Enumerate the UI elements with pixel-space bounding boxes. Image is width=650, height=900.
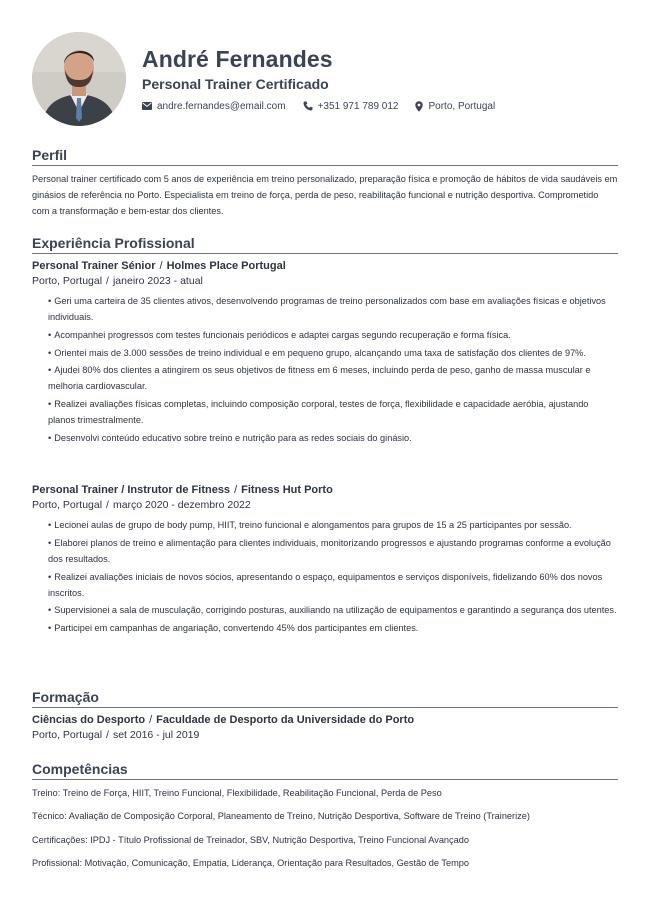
- job-heading: Personal Trainer Sénior / Holmes Place Portugal: [32, 260, 286, 272]
- resume-header: [32, 32, 618, 126]
- section-heading: Experiência Profissional: [32, 235, 618, 254]
- candidate-title: Personal Trainer Certificado: [142, 76, 329, 92]
- job-entry: [32, 259, 618, 446]
- bullet-item: • Realizei avaliações físicas completas, incluindo composição corporal, testes de força, flexibilidade e capacidade aeróbia, ajustando planos trimestralmente.: [48, 399, 589, 426]
- contact-location: [415, 101, 495, 112]
- bullet-item: • Supervisionei a sala de musculação, corrigindo posturas, auxiliando na utilização de equipamentos e garantindo a segurança dos utentes.: [48, 605, 617, 616]
- job-company: Fitness Hut Porto: [241, 484, 333, 496]
- location-pin-icon: [415, 101, 423, 112]
- candidate-name: André Fernandes: [142, 46, 333, 72]
- bullet-item: • Ajudei 80% dos clientes a atingirem os seus objetivos de fitness em 6 meses, incluindo perda de peso, ganho de massa muscular e melhoria cardiovascular.: [48, 365, 591, 392]
- section-heading: Perfil: [32, 147, 618, 166]
- bullet-item: • Geri uma carteira de 35 clientes ativos, desenvolvendo programas de treino personalizados com base em avaliações físicas e objetivos individuais.: [48, 296, 606, 322]
- contact-info: [142, 99, 512, 113]
- job-role: Personal Trainer / Instrutor de Fitness: [32, 484, 231, 496]
- email-icon: [142, 102, 152, 110]
- profile-section: [32, 147, 618, 219]
- contact-phone[interactable]: [303, 101, 399, 112]
- bullet-item: • Lecionei aulas de grupo de body pump, HIIT, treino funcional e alongamentos para grupos de 15 a 25 participantes por sessão.: [48, 520, 572, 530]
- job-bullets: [48, 517, 618, 636]
- skill-line: Certificações: IPDJ - Título Profissional de Treinador, SBV, Nutrição Desportiva, Treino Funcional Avançado: [32, 834, 469, 845]
- education-heading: Ciências do Desporto / Faculdade de Desporto da Universidade do Porto: [32, 714, 415, 726]
- avatar: [32, 32, 126, 126]
- skill-line: Técnico: Avaliação de Composição Corporal, Planeamento de Treino, Nutrição Desportiva, Software de Treino (Trainerize): [32, 811, 530, 822]
- job-location: Porto, Portugal: [32, 499, 103, 511]
- phone-icon: [303, 101, 313, 111]
- bullet-item: • Participei em campanhas de angariação, convertendo 45% dos participantes em clientes.: [48, 623, 419, 634]
- job-meta: Porto, Portugal / janeiro 2023 - atual: [32, 275, 203, 287]
- job-heading: Personal Trainer / Instrutor de Fitness / Fitness Hut Porto: [32, 484, 333, 496]
- job-location: Porto, Portugal: [32, 275, 103, 287]
- profile-text: Personal trainer certificado com 5 anos de experiência em treino personalizado, preparação física e promoção de hábitos de vida saudáveis em ginásios de referência no Porto. Especialista em treino de força, perda de peso, reabilitação funcional e nutrição desportiva. Comprometido com a transformação e bem-estar dos clientes.: [32, 174, 618, 216]
- skill-line: Treino: Treino de Força, HIIT, Treino Funcional, Flexibilidade, Reabilitação Funcional, Perda de Peso: [32, 788, 442, 798]
- experience-section: [32, 235, 618, 448]
- education-degree: Ciências do Desporto: [32, 714, 146, 726]
- job-meta: Porto, Portugal / março 2020 - dezembro 2022: [32, 499, 251, 511]
- job-entry: [32, 483, 618, 636]
- bullet-item: • Realizei avaliações iniciais de novos sócios, apresentando o espaço, equipamentos e serviços disponíveis, fidelizando 60% dos novos inscritos.: [48, 571, 603, 598]
- location-text: Porto, Portugal: [428, 100, 496, 112]
- contact-email[interactable]: [142, 101, 286, 112]
- job-dates: março 2020 - dezembro 2022: [112, 499, 251, 511]
- job-company: Holmes Place Portugal: [166, 260, 286, 272]
- skill-line: Profissional: Motivação, Comunicação, Empatia, Liderança, Orientação para Resultados, Gestão de Tempo: [32, 857, 469, 868]
- section-heading: Formação: [32, 689, 618, 708]
- education-dates: set 2016 - jul 2019: [112, 729, 200, 741]
- phone-text: +351 971 789 012: [317, 100, 399, 112]
- job-bullets: [48, 293, 618, 446]
- section-heading: Competências: [32, 761, 618, 780]
- skills-section: [32, 761, 618, 878]
- job-dates: janeiro 2023 - atual: [112, 275, 203, 287]
- bullet-item: • Elaborei planos de treino e alimentação para clientes individuais, monitorizando progressos e ajustando programas conforme a evolução dos resultados.: [48, 537, 611, 564]
- email-text: andre.fernandes@email.com: [157, 100, 286, 112]
- job-role: Personal Trainer Sénior: [32, 260, 156, 272]
- bullet-item: • Orientei mais de 3.000 sessões de treino individual e em pequeno grupo, alcançando uma taxa de satisfação dos clientes de 97%.: [48, 347, 586, 358]
- bullet-item: • Desenvolvi conteúdo educativo sobre treino e nutrição para as redes sociais do ginásio.: [48, 432, 412, 443]
- bullet-item: • Acompanhei progressos com testes funcionais periódicos e adaptei cargas segundo recuperação e forma física.: [48, 329, 511, 340]
- education-location: Porto, Portugal: [32, 729, 103, 741]
- education-section: [32, 689, 618, 744]
- education-meta: Porto, Portugal / set 2016 - jul 2019: [32, 729, 200, 741]
- education-school: Faculdade de Desporto da Universidade do Porto: [156, 714, 415, 726]
- experience-job-2: [32, 483, 618, 638]
